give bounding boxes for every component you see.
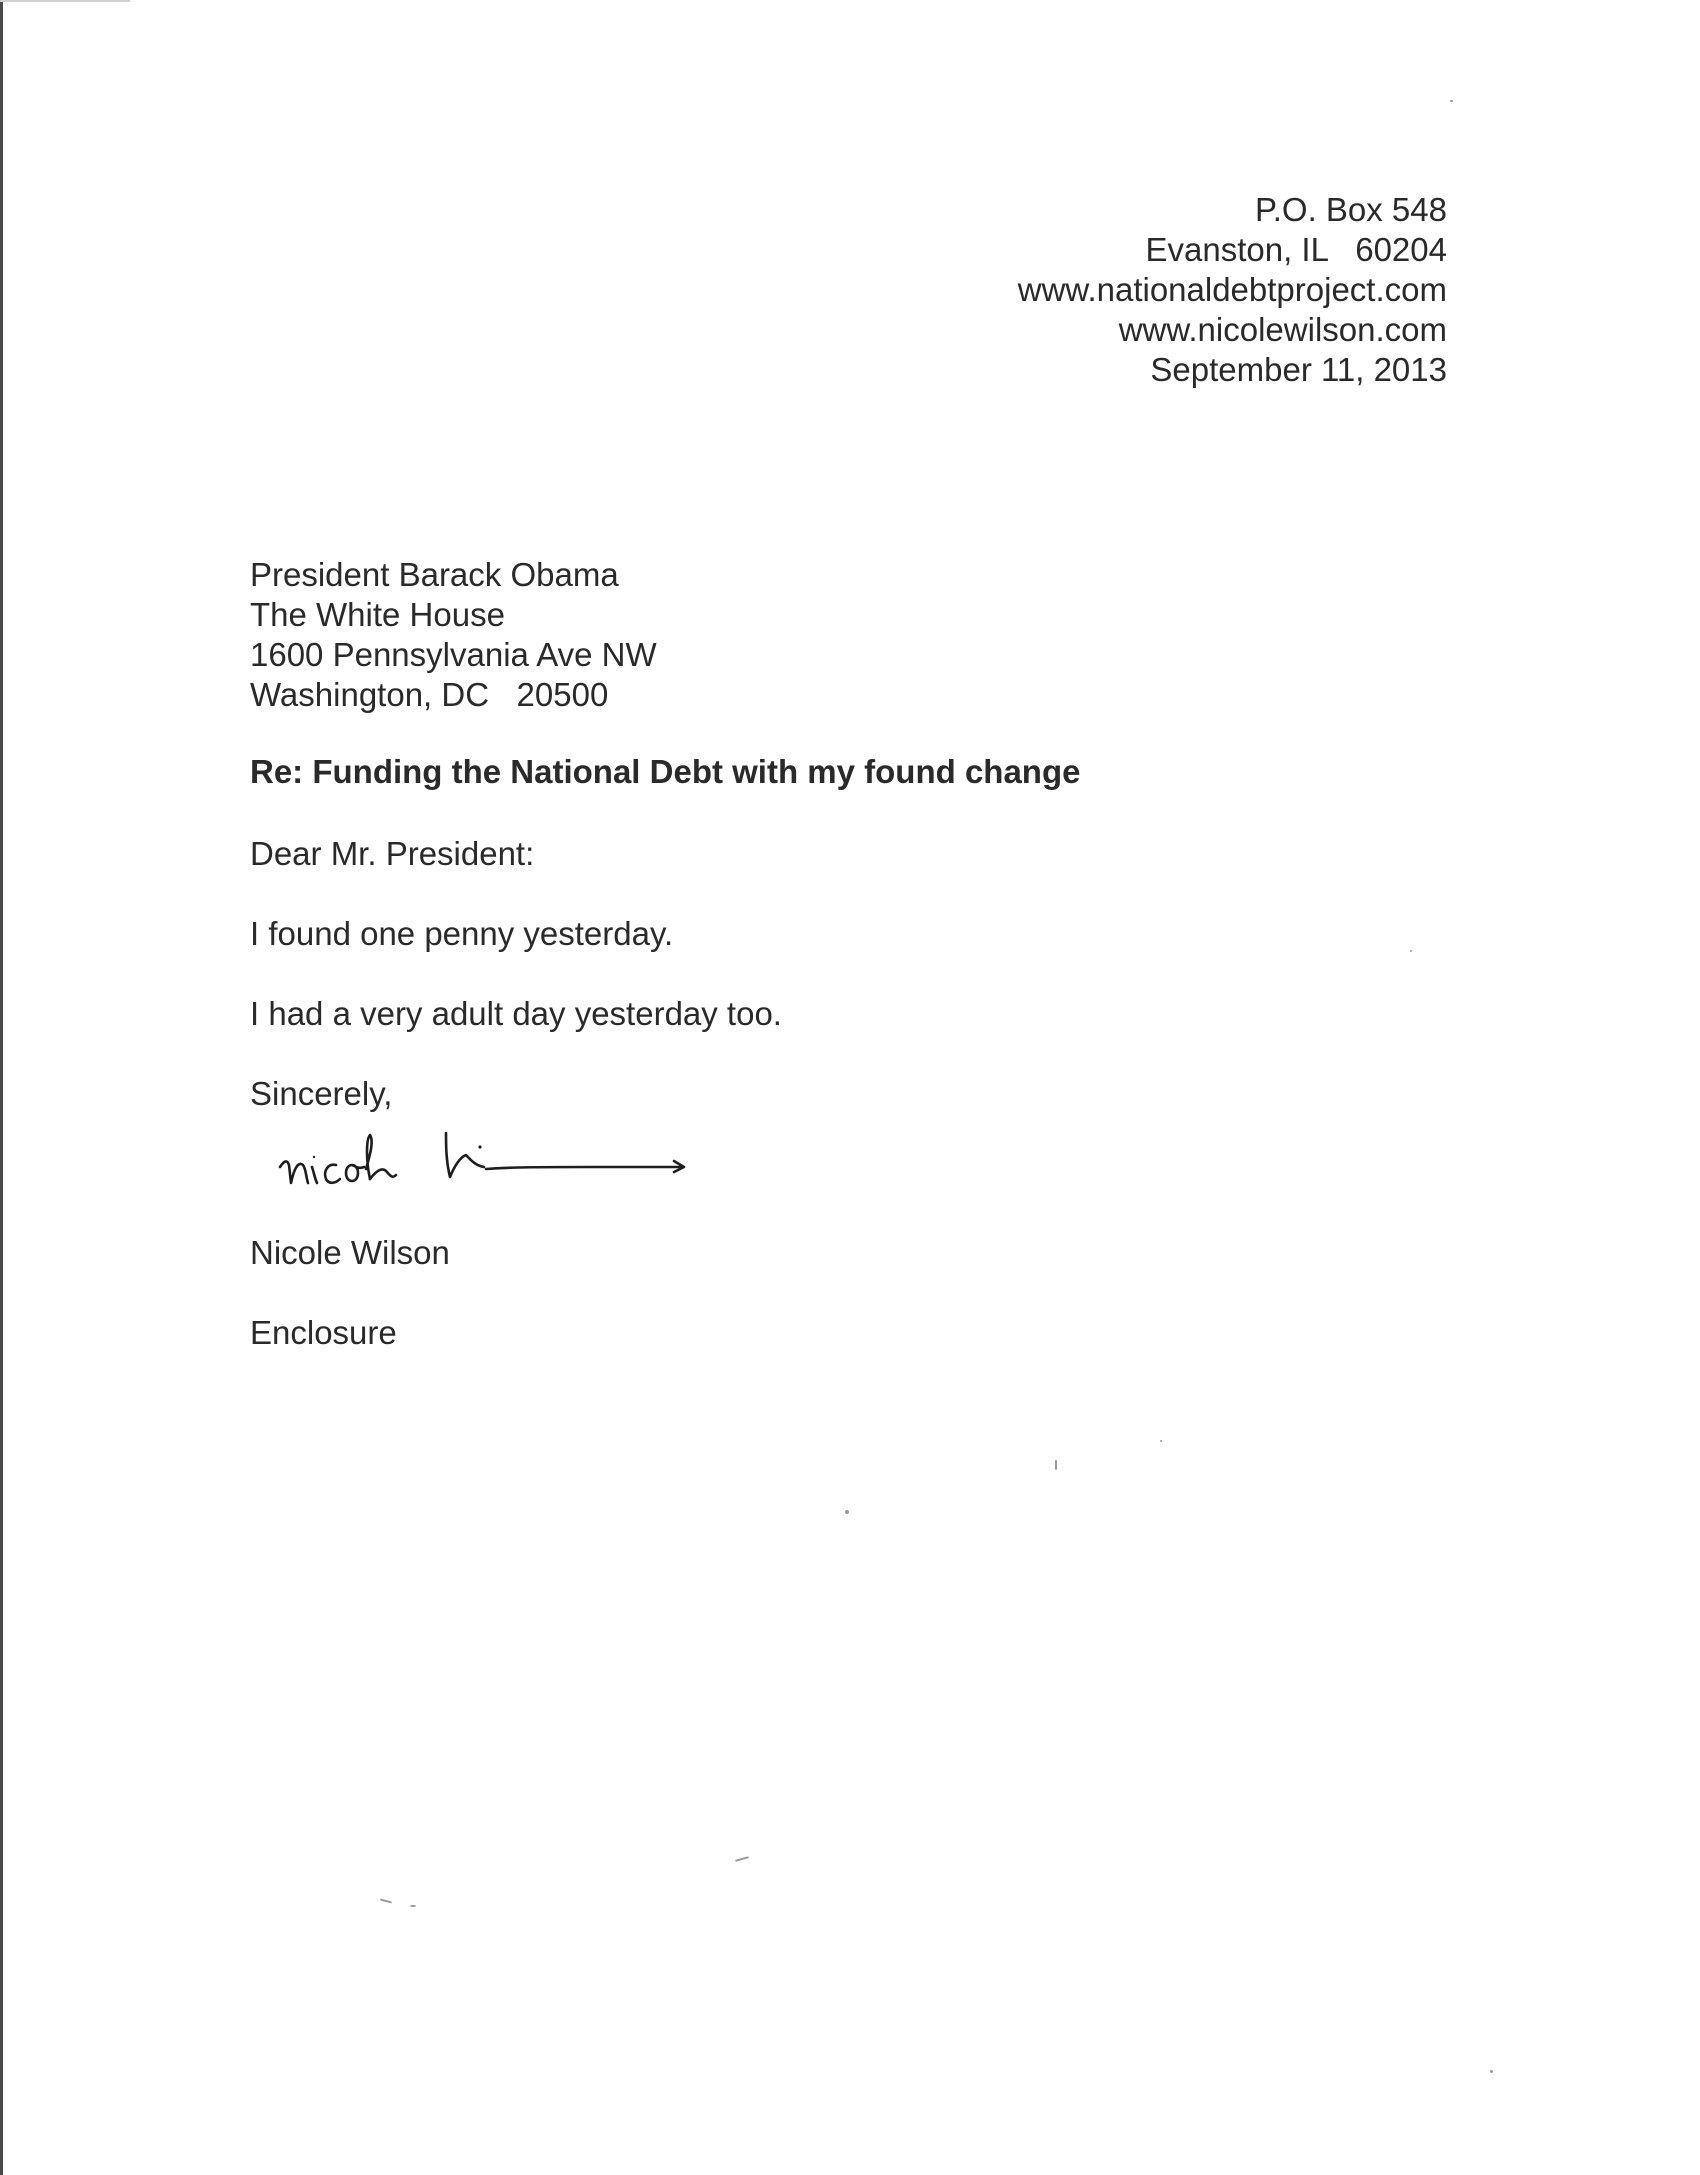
sender-address-block bbox=[1018, 190, 1447, 390]
scan-top-edge bbox=[0, 0, 130, 2]
recipient-street: 1600 Pennsylvania Ave NW bbox=[250, 636, 657, 673]
scan-speck bbox=[1490, 2070, 1493, 2073]
scan-page-edge bbox=[0, 0, 3, 2175]
recipient-name: President Barack Obama bbox=[250, 556, 619, 593]
signer-name: Nicole Wilson bbox=[250, 1234, 450, 1271]
handwritten-signature bbox=[270, 1105, 710, 1205]
sender-website-1: www.nationaldebtproject.com bbox=[1017, 271, 1447, 308]
salutation: Dear Mr. President: bbox=[250, 835, 535, 872]
scan-speck bbox=[1450, 100, 1453, 102]
scan-speck bbox=[1160, 1440, 1162, 1442]
recipient-city-state-zip: Washington, DC 20500 bbox=[250, 676, 609, 713]
closing: Sincerely, bbox=[250, 1075, 393, 1112]
scan-speck bbox=[380, 1898, 392, 1903]
recipient-address-block bbox=[250, 555, 657, 715]
letter-date: September 11, 2013 bbox=[1150, 351, 1447, 388]
body-paragraph-1: I found one penny yesterday. bbox=[250, 915, 674, 952]
scan-speck bbox=[1410, 950, 1412, 952]
sender-po-box: P.O. Box 548 bbox=[1254, 191, 1447, 228]
enclosure-notation: Enclosure bbox=[250, 1314, 397, 1351]
scan-speck bbox=[735, 1856, 749, 1862]
scan-speck bbox=[1055, 1460, 1057, 1470]
recipient-organization: The White House bbox=[250, 596, 505, 633]
scan-speck bbox=[845, 1510, 849, 1514]
scan-speck bbox=[410, 1905, 416, 1907]
sender-website-2: www.nicolewilson.com bbox=[1118, 311, 1447, 348]
body-paragraph-2: I had a very adult day yesterday too. bbox=[250, 995, 782, 1032]
subject-line: Re: Funding the National Debt with my found change bbox=[250, 753, 1081, 790]
sender-city-state-zip: Evanston, IL 60204 bbox=[1145, 231, 1447, 268]
